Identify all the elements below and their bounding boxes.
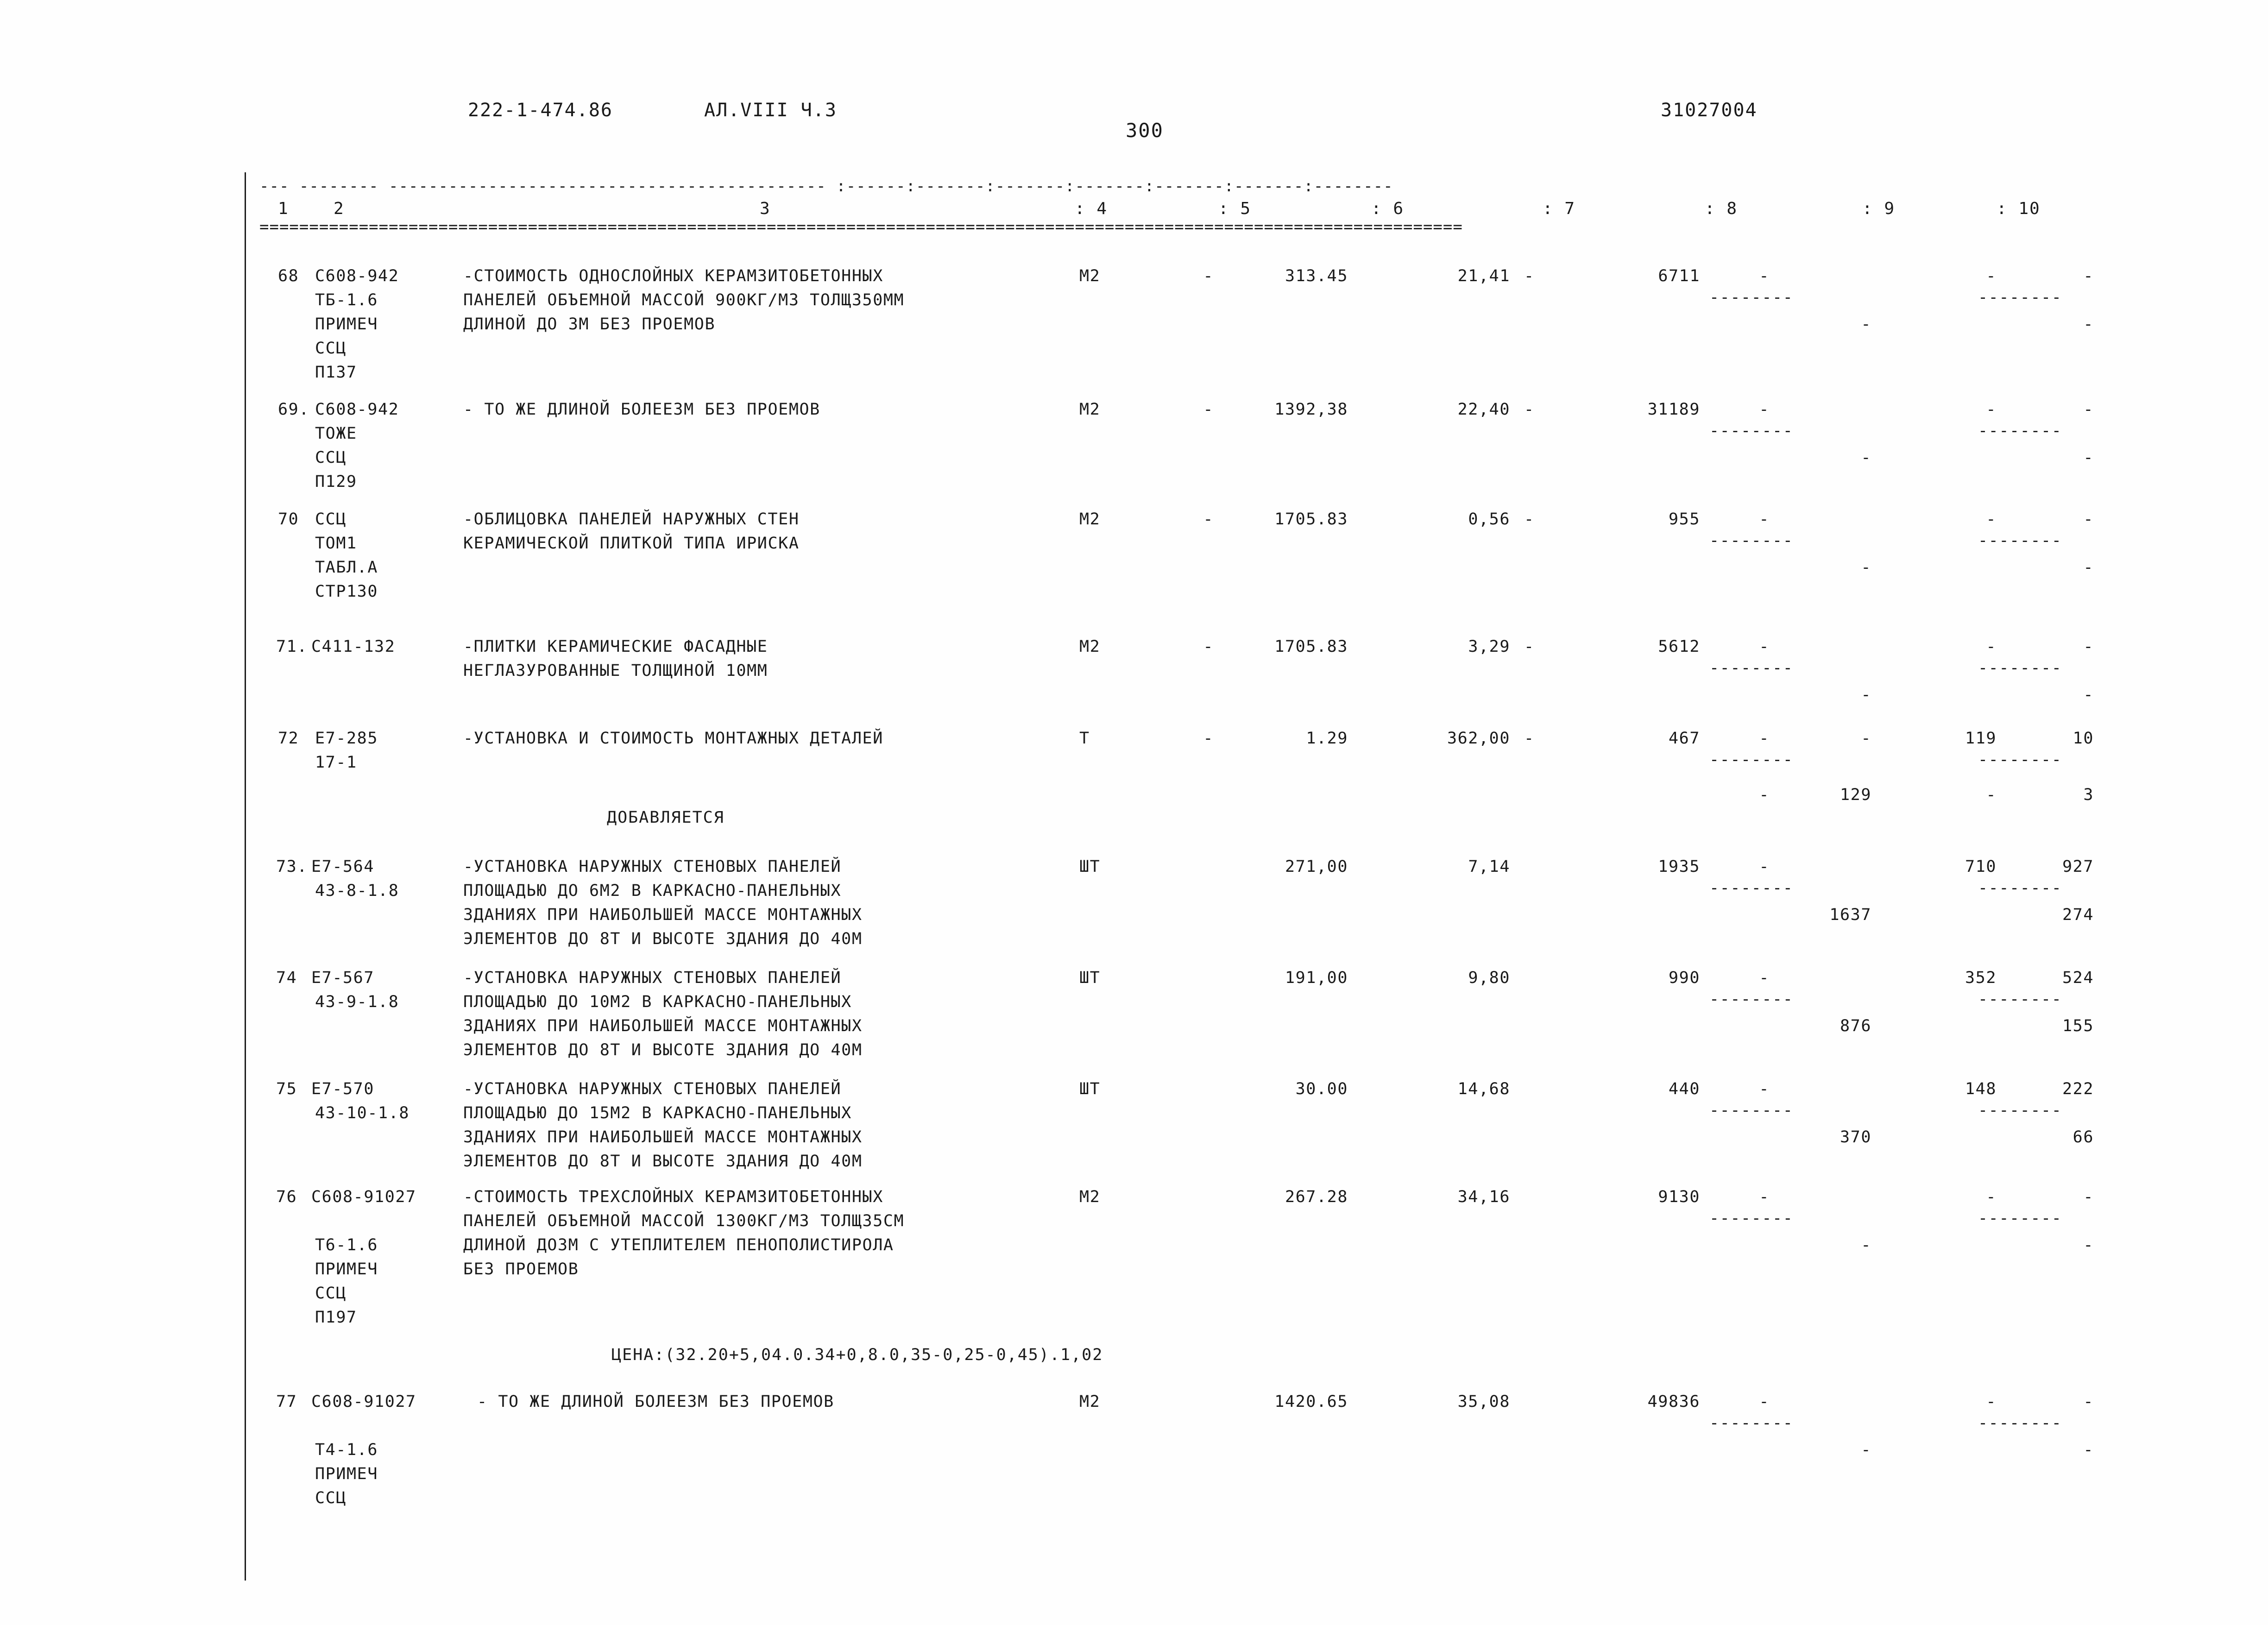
row-col10-rule: -------- <box>1978 1209 2062 1228</box>
row-col7: 1935 <box>1658 857 1700 876</box>
row-col10: 927 <box>2062 857 2094 876</box>
header-document-code: 31027004 <box>1661 100 1758 121</box>
row-col10-rule: -------- <box>1978 879 2062 897</box>
row-code-sub: П197 <box>315 1308 357 1327</box>
row-col10-rule: -------- <box>1978 288 2062 307</box>
row-col8-sub: - <box>1759 786 1770 804</box>
row-col6: 7,14 <box>1468 857 1510 876</box>
row-col5: 30.00 <box>1295 1080 1348 1098</box>
row-code-sub: ТОМ1 <box>315 534 357 553</box>
row-col10-sub: - <box>2083 448 2094 467</box>
row-col8-rule: -------- <box>1709 879 1794 897</box>
price-formula-note: ЦЕНА:(32.20+5,04.0.34+0,8.0,35-0,25-0,45).1,02 <box>611 1346 1103 1364</box>
row-col7: 467 <box>1668 729 1700 748</box>
row-col6-dash: - <box>1524 400 1535 419</box>
column-header-8: : 8 <box>1705 199 1738 218</box>
row-unit: М2 <box>1079 1188 1101 1206</box>
row-col10-sub: - <box>2083 315 2094 334</box>
row-col6: 35,08 <box>1457 1392 1510 1411</box>
row-description: ДЛИНОЙ ДО3М С УТЕПЛИТЕЛЕМ ПЕНОПОЛИСТИРОЛА <box>463 1236 894 1254</box>
column-header-3: 3 <box>760 199 771 218</box>
row-code: Е7-570 <box>311 1080 375 1098</box>
row-col5: 1705.83 <box>1274 510 1348 529</box>
row-col9: - <box>1986 267 1997 285</box>
row-unit: ШТ <box>1079 1080 1101 1098</box>
row-unit: ШТ <box>1079 857 1101 876</box>
row-col8-rule: -------- <box>1709 1209 1794 1228</box>
row-number: 69. <box>278 400 310 419</box>
row-col8: - <box>1759 1188 1770 1206</box>
row-code-sub: Т6-1.6 <box>315 1236 378 1254</box>
header-album-code: АЛ.VIII Ч.3 <box>704 100 837 121</box>
column-header-5: : 5 <box>1218 199 1252 218</box>
column-header-6: : 6 <box>1371 199 1405 218</box>
row-code-sub: 43-8-1.8 <box>315 882 399 900</box>
row-code: ССЦ <box>315 510 347 529</box>
row-col8-rule: -------- <box>1709 422 1794 440</box>
row-col10: 524 <box>2062 969 2094 987</box>
row-col8: - <box>1759 400 1770 419</box>
row-col4: - <box>1203 637 1214 656</box>
row-code-sub: ТАБЛ.А <box>315 558 378 577</box>
row-code-sub: 43-10-1.8 <box>315 1104 410 1122</box>
row-code-sub: ТОЖЕ <box>315 424 357 443</box>
column-header-9: : 9 <box>1862 199 1896 218</box>
row-col10-sub: 155 <box>2062 1017 2094 1035</box>
row-description: -ОБЛИЦОВКА ПАНЕЛЕЙ НАРУЖНЫХ СТЕН <box>463 510 800 529</box>
row-code: С608-91027 <box>311 1188 416 1206</box>
row-col7: 990 <box>1668 969 1700 987</box>
row-col10: - <box>2083 267 2094 285</box>
row-description: -УСТАНОВКА НАРУЖНЫХ СТЕНОВЫХ ПАНЕЛЕЙ <box>463 969 842 987</box>
column-header-2: 2 <box>334 199 345 218</box>
row-col10-rule: -------- <box>1978 422 2062 440</box>
row-code-sub: 17-1 <box>315 753 357 772</box>
column-header-4: : 4 <box>1075 199 1108 218</box>
row-unit: Т <box>1079 729 1090 748</box>
row-col8: - <box>1759 969 1770 987</box>
row-col10-rule: -------- <box>1978 1414 2062 1432</box>
row-number: 73. <box>276 857 308 876</box>
row-col10: - <box>2083 637 2094 656</box>
row-col9: - <box>1986 1392 1997 1411</box>
row-col4: - <box>1203 510 1214 529</box>
row-col10: - <box>2083 510 2094 529</box>
row-code: С608-942 <box>315 267 399 285</box>
row-number: 77 <box>276 1392 297 1411</box>
row-description: -СТОИМОСТЬ ОДНОСЛОЙНЫХ КЕРАМЗИТОБЕТОННЫХ <box>463 267 883 285</box>
row-col10-sub: - <box>2083 686 2094 704</box>
row-description: -ПЛИТКИ КЕРАМИЧЕСКИЕ ФАСАДНЫЕ <box>463 637 768 656</box>
row-col8-sub: - <box>1861 315 1871 334</box>
row-col10: 222 <box>2062 1080 2094 1098</box>
row-col9: - <box>1986 1188 1997 1206</box>
row-description: -УСТАНОВКА И СТОИМОСТЬ МОНТАЖНЫХ ДЕТАЛЕЙ <box>463 729 883 748</box>
row-col6-dash: - <box>1524 637 1535 656</box>
row-description: ПАНЕЛЕЙ ОБЪЕМНОЙ МАССОЙ 1300КГ/М3 ТОЛЩ35СМ <box>463 1212 905 1230</box>
row-code-sub: ССЦ <box>315 1489 347 1507</box>
row-col8: - <box>1759 1080 1770 1098</box>
row-col8-sub: 876 <box>1840 1017 1871 1035</box>
row-col8-rule: -------- <box>1709 1101 1794 1120</box>
row-code-sub: Т4-1.6 <box>315 1441 378 1459</box>
row-col8: - <box>1759 1392 1770 1411</box>
row-description: - ТО ЖЕ ДЛИНОЙ БОЛЕЕ3М БЕЗ ПРОЕМОВ <box>477 1392 834 1411</box>
row-col10: 10 <box>2073 729 2094 748</box>
row-col9: - <box>1986 510 1997 529</box>
table-header-rule: ========================================================================================================================= <box>259 218 1463 236</box>
row-col10-sub: 66 <box>2073 1128 2094 1146</box>
row-description: ПАНЕЛЕЙ ОБЪЕМНОЙ МАССОЙ 900КГ/М3 ТОЛЩ350ММ <box>463 291 905 309</box>
row-col5: 1.29 <box>1306 729 1348 748</box>
section-note-added: ДОБАВЛЯЕТСЯ <box>607 808 724 827</box>
row-unit: М2 <box>1079 267 1101 285</box>
row-unit: М2 <box>1079 637 1101 656</box>
row-col8-rule: -------- <box>1709 750 1794 769</box>
row-col5: 191,00 <box>1285 969 1348 987</box>
row-col9: 710 <box>1965 857 1997 876</box>
row-col9: - <box>1986 637 1997 656</box>
row-col6: 34,16 <box>1457 1188 1510 1206</box>
row-description: НЕГЛАЗУРОВАННЫЕ ТОЛЩИНОЙ 10ММ <box>463 661 768 680</box>
row-col5: 313.45 <box>1285 267 1348 285</box>
row-description: БЕЗ ПРОЕМОВ <box>463 1260 579 1279</box>
row-description: ДЛИНОЙ ДО 3М БЕЗ ПРОЕМОВ <box>463 315 716 334</box>
row-col10: - <box>2083 400 2094 419</box>
row-col9: 119 <box>1965 729 1997 748</box>
row-col10: - <box>2083 1392 2094 1411</box>
row-code-sub: П129 <box>315 472 357 491</box>
row-col8-rule: -------- <box>1709 990 1794 1008</box>
row-col6-dash: - <box>1524 729 1535 748</box>
column-header-10: : 10 <box>1997 199 2041 218</box>
row-col5: 1420.65 <box>1274 1392 1348 1411</box>
row-col5: 271,00 <box>1285 857 1348 876</box>
row-code-sub: ТБ-1.6 <box>315 291 378 309</box>
row-col7: 31189 <box>1647 400 1700 419</box>
header-project-code: 222-1-474.86 <box>468 100 613 121</box>
page-number: 300 <box>1126 119 1164 142</box>
row-col8: - <box>1759 267 1770 285</box>
row-code: Е7-285 <box>315 729 378 748</box>
row-col7: 6711 <box>1658 267 1700 285</box>
row-description: ЭЛЕМЕНТОВ ДО 8Т И ВЫСОТЕ ЗДАНИЯ ДО 40М <box>463 1152 863 1171</box>
row-code-sub: П137 <box>315 363 357 382</box>
table-top-rule: --- -------- -------------------------------------------- :------:-------:-------:-------:-------:-------:-------- <box>259 177 1393 195</box>
row-description: -СТОИМОСТЬ ТРЕХСЛОЙНЫХ КЕРАМЗИТОБЕТОННЫХ <box>463 1188 883 1206</box>
row-col10-sub: - <box>2083 1441 2094 1459</box>
row-col10-sub: - <box>2083 1236 2094 1254</box>
row-number: 70 <box>278 510 299 529</box>
table-left-border <box>245 172 246 1581</box>
row-col6: 9,80 <box>1468 969 1510 987</box>
row-col10-sub: 274 <box>2062 906 2094 924</box>
row-col5: 1705.83 <box>1274 637 1348 656</box>
row-code: Е7-567 <box>311 969 375 987</box>
row-description: ЭЛЕМЕНТОВ ДО 8Т И ВЫСОТЕ ЗДАНИЯ ДО 40М <box>463 1041 863 1059</box>
row-col8: - <box>1759 729 1770 748</box>
row-col8b-sub: 129 <box>1840 786 1871 804</box>
row-number: 74 <box>276 969 297 987</box>
row-code-sub: ССЦ <box>315 1284 347 1303</box>
row-number: 68 <box>278 267 299 285</box>
row-col9-sub: - <box>1986 786 1997 804</box>
row-col6-dash: - <box>1524 510 1535 529</box>
row-description: ПЛОЩАДЬЮ ДО 10М2 В КАРКАСНО-ПАНЕЛЬНЫХ <box>463 993 852 1011</box>
row-col6: 22,40 <box>1457 400 1510 419</box>
row-col8-rule: -------- <box>1709 659 1794 677</box>
row-unit: М2 <box>1079 400 1101 419</box>
row-code-sub: ПРИМЕЧ <box>315 315 378 334</box>
row-description: - ТО ЖЕ ДЛИНОЙ БОЛЕЕ3М БЕЗ ПРОЕМОВ <box>463 400 820 419</box>
row-description: ЭЛЕМЕНТОВ ДО 8Т И ВЫСОТЕ ЗДАНИЯ ДО 40М <box>463 930 863 948</box>
row-unit: ШТ <box>1079 969 1101 987</box>
row-col4: - <box>1203 729 1214 748</box>
row-number: 76 <box>276 1188 297 1206</box>
row-col5: 267.28 <box>1285 1188 1348 1206</box>
row-number: 72 <box>278 729 299 748</box>
row-col8-sub: 370 <box>1840 1128 1871 1146</box>
row-code-sub: 43-9-1.8 <box>315 993 399 1011</box>
row-code: С608-942 <box>315 400 399 419</box>
row-col7: 440 <box>1668 1080 1700 1098</box>
row-col6-dash: - <box>1524 267 1535 285</box>
row-col4: - <box>1203 400 1214 419</box>
row-col8-sub: - <box>1861 448 1871 467</box>
row-col8-rule: -------- <box>1709 531 1794 550</box>
row-col7: 5612 <box>1658 637 1700 656</box>
row-col8: - <box>1759 637 1770 656</box>
column-header-7: : 7 <box>1543 199 1576 218</box>
row-col7: 9130 <box>1658 1188 1700 1206</box>
row-col7: 49836 <box>1647 1392 1700 1411</box>
row-description: ПЛОЩАДЬЮ ДО 15М2 В КАРКАСНО-ПАНЕЛЬНЫХ <box>463 1104 852 1122</box>
row-code: Е7-564 <box>311 857 375 876</box>
row-code-sub: ПРИМЕЧ <box>315 1260 378 1279</box>
row-unit: М2 <box>1079 1392 1101 1411</box>
row-code-sub: СТР130 <box>315 582 378 601</box>
row-col10-rule: -------- <box>1978 990 2062 1008</box>
row-code: С608-91027 <box>311 1392 416 1411</box>
row-col10: - <box>2083 1188 2094 1206</box>
row-col6: 362,00 <box>1447 729 1510 748</box>
row-col8: - <box>1759 510 1770 529</box>
row-code: С411-132 <box>311 637 396 656</box>
row-col6: 0,56 <box>1468 510 1510 529</box>
row-col6: 3,29 <box>1468 637 1510 656</box>
row-col7: 955 <box>1668 510 1700 529</box>
row-description: -УСТАНОВКА НАРУЖНЫХ СТЕНОВЫХ ПАНЕЛЕЙ <box>463 857 842 876</box>
row-col9: 148 <box>1965 1080 1997 1098</box>
row-col10-rule: -------- <box>1978 1101 2062 1120</box>
row-description: ЗДАНИЯХ ПРИ НАИБОЛЬШЕЙ МАССЕ МОНТАЖНЫХ <box>463 906 863 924</box>
page-header <box>0 100 2268 142</box>
row-col10-rule: -------- <box>1978 750 2062 769</box>
row-code-sub: ССЦ <box>315 339 347 358</box>
row-col4: - <box>1203 267 1214 285</box>
row-col8-sub: - <box>1861 686 1871 704</box>
row-col8: - <box>1759 857 1770 876</box>
column-header-1: 1 <box>278 199 289 218</box>
row-col10-rule: -------- <box>1978 531 2062 550</box>
row-col10-sub: - <box>2083 558 2094 577</box>
row-description: ЗДАНИЯХ ПРИ НАИБОЛЬШЕЙ МАССЕ МОНТАЖНЫХ <box>463 1128 863 1146</box>
row-col6: 21,41 <box>1457 267 1510 285</box>
row-unit: М2 <box>1079 510 1101 529</box>
row-code-sub: ПРИМЕЧ <box>315 1465 378 1483</box>
row-col9: - <box>1986 400 1997 419</box>
row-col8-sub: 1637 <box>1829 906 1871 924</box>
row-col5: 1392,38 <box>1274 400 1348 419</box>
row-col8b: - <box>1861 729 1871 748</box>
row-col8-sub: - <box>1861 1441 1871 1459</box>
row-number: 71. <box>276 637 308 656</box>
row-col8-rule: -------- <box>1709 288 1794 307</box>
row-col8-sub: - <box>1861 558 1871 577</box>
row-description: ЗДАНИЯХ ПРИ НАИБОЛЬШЕЙ МАССЕ МОНТАЖНЫХ <box>463 1017 863 1035</box>
row-col8-rule: -------- <box>1709 1414 1794 1432</box>
row-col8-sub: - <box>1861 1236 1871 1254</box>
row-description: КЕРАМИЧЕСКОЙ ПЛИТКОЙ ТИПА ИРИСКА <box>463 534 800 553</box>
row-code-sub: ССЦ <box>315 448 347 467</box>
row-number: 75 <box>276 1080 297 1098</box>
row-description: -УСТАНОВКА НАРУЖНЫХ СТЕНОВЫХ ПАНЕЛЕЙ <box>463 1080 842 1098</box>
row-col9: 352 <box>1965 969 1997 987</box>
row-description: ПЛОЩАДЬЮ ДО 6М2 В КАРКАСНО-ПАНЕЛЬНЫХ <box>463 882 842 900</box>
row-col10-rule: -------- <box>1978 659 2062 677</box>
row-col10-sub: 3 <box>2083 786 2094 804</box>
row-col6: 14,68 <box>1457 1080 1510 1098</box>
